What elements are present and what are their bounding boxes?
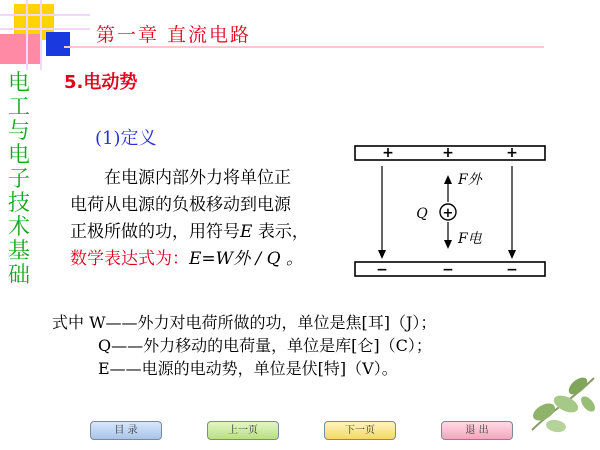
definition-label: (1)定义 xyxy=(95,128,157,149)
formula-label: 数学表达式为： xyxy=(70,249,189,269)
plus-sign: + xyxy=(382,145,394,161)
prev-page-button[interactable]: 上一页 xyxy=(207,421,279,440)
exit-button[interactable]: 退 出 xyxy=(441,421,513,440)
arrow-down-icon xyxy=(378,250,386,259)
minus-sign: − xyxy=(506,262,518,278)
corner-grid-line xyxy=(26,0,28,70)
leaf xyxy=(551,392,580,416)
leaf xyxy=(545,418,567,433)
definition-paragraph xyxy=(70,165,340,273)
corner-grid-line xyxy=(40,0,42,70)
paragraph-line: 在电源内部外力将单位正 xyxy=(104,168,291,188)
leaf-decoration xyxy=(522,360,600,440)
sidebar-title: 电工与电子技术基础 xyxy=(7,71,30,288)
charge-label: Q xyxy=(416,206,428,222)
electric-force-label: F电 xyxy=(458,231,482,247)
legend-row-q: Q——外力移动的电荷量，单位是库[仑]（C）； xyxy=(98,336,432,355)
chapter-title: 第一章 直流电路 xyxy=(96,24,252,46)
paragraph-line xyxy=(70,219,340,246)
minus-sign: − xyxy=(442,262,454,278)
section-title: 5.电动势 xyxy=(64,72,138,93)
leaf xyxy=(578,394,597,414)
paragraph-text: 正极所做的功，用符号 xyxy=(70,222,240,242)
corner-grid-line xyxy=(0,14,90,16)
arrow-down-icon xyxy=(444,240,452,249)
legend-row-w: 式中 W——外力对电荷所做的功，单位是焦[耳]（J）； xyxy=(52,313,437,332)
plus-sign: + xyxy=(442,145,454,161)
toc-button[interactable]: 目 录 xyxy=(90,421,162,440)
minus-sign: − xyxy=(376,262,388,278)
paragraph-text: 表示， xyxy=(252,222,309,242)
legend-row-e: E——电源的电动势，单位是伏[特]（V）。 xyxy=(98,359,398,378)
symbol-legend xyxy=(52,311,436,380)
next-page-button[interactable]: 下一页 xyxy=(324,421,396,440)
emf-diagram xyxy=(350,140,550,280)
corner-grid-line xyxy=(0,28,90,30)
header-divider xyxy=(64,46,544,48)
arrow-up-icon xyxy=(444,175,452,184)
corner-blue-square xyxy=(46,32,70,56)
corner-pink-square xyxy=(0,34,42,64)
formula: E=W外 / Q 。 xyxy=(189,249,304,269)
emf-symbol: E xyxy=(240,222,253,242)
charge-plus-sign: + xyxy=(442,206,454,221)
paragraph-line: 电荷从电源的负极移动到电源 xyxy=(70,195,291,215)
arrow-down-icon xyxy=(508,250,516,259)
formula-line xyxy=(70,246,340,273)
external-force-label: F外 xyxy=(458,172,482,188)
plus-sign: + xyxy=(506,145,518,161)
